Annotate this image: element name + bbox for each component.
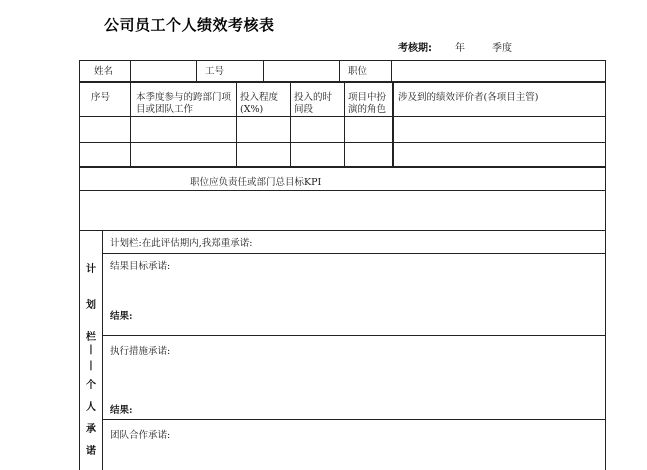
header-evaluator: 涉及到的绩效评价者(各项目主管) [398,92,539,103]
plan-side-char: | [89,360,93,371]
divider-kpi-label-bottom [79,190,606,191]
position-label: 职位 [348,66,368,77]
kpi-label: 职位应负责任或部门总目标KPI [190,177,322,188]
divider-row2-bottom [79,166,606,168]
plan-side-char: 个 [86,380,96,391]
team-commitment-label: 团队合作承诺: [110,430,171,441]
divider-goal-bottom [102,335,606,336]
plan-side-char: | [89,344,93,355]
name-label: 姓名 [94,66,114,77]
plan-side-char: 栏 [86,332,96,343]
divider-info-bottom [79,81,606,83]
name-value[interactable] [131,61,195,81]
goal-commitment-label: 结果目标承诺: [110,261,171,272]
header-time: 投入的时间段 [294,92,333,115]
measures-commitment-label: 执行措施承诺: [110,346,171,357]
divider-measures-bottom [102,419,606,420]
plan-side-char: 划 [86,300,96,311]
plan-side-col-sep [102,230,103,470]
period-label: 考核期: [398,43,432,54]
form-title: 公司员工个人绩效考核表 [104,16,275,34]
year-label: 年 [455,43,465,54]
position-value[interactable] [392,61,604,81]
header-effort: 投入程度(X%) [240,92,279,115]
table-border-right [605,60,606,470]
measures-result-label: 结果: [110,405,133,416]
quarter-label: 季度 [492,43,512,54]
goal-result-label: 结果: [110,311,133,322]
divider-kpi-body-bottom [79,230,606,231]
employee-no-label: 工号 [205,66,225,77]
plan-side-char: 人 [86,402,96,413]
divider-plan-intro-bottom [102,253,606,254]
plan-intro: 计划栏:在此评估期内,我郑重承诺: [110,238,253,249]
kpi-body[interactable] [80,192,605,229]
plan-side-char: 计 [86,264,96,275]
info-col-sep-4 [339,60,340,82]
info-col-sep-2 [196,60,197,82]
header-role: 项目中扮演的角色 [348,92,387,115]
employee-no-value[interactable] [264,61,338,81]
table-row[interactable] [80,143,605,165]
table-row[interactable] [80,117,605,141]
plan-side-char: 诺 [86,446,96,457]
header-seq: 序号 [91,92,111,103]
header-project: 本季度参与的跨部门项目或团队工作 [136,92,232,115]
plan-side-char: 承 [86,424,96,435]
